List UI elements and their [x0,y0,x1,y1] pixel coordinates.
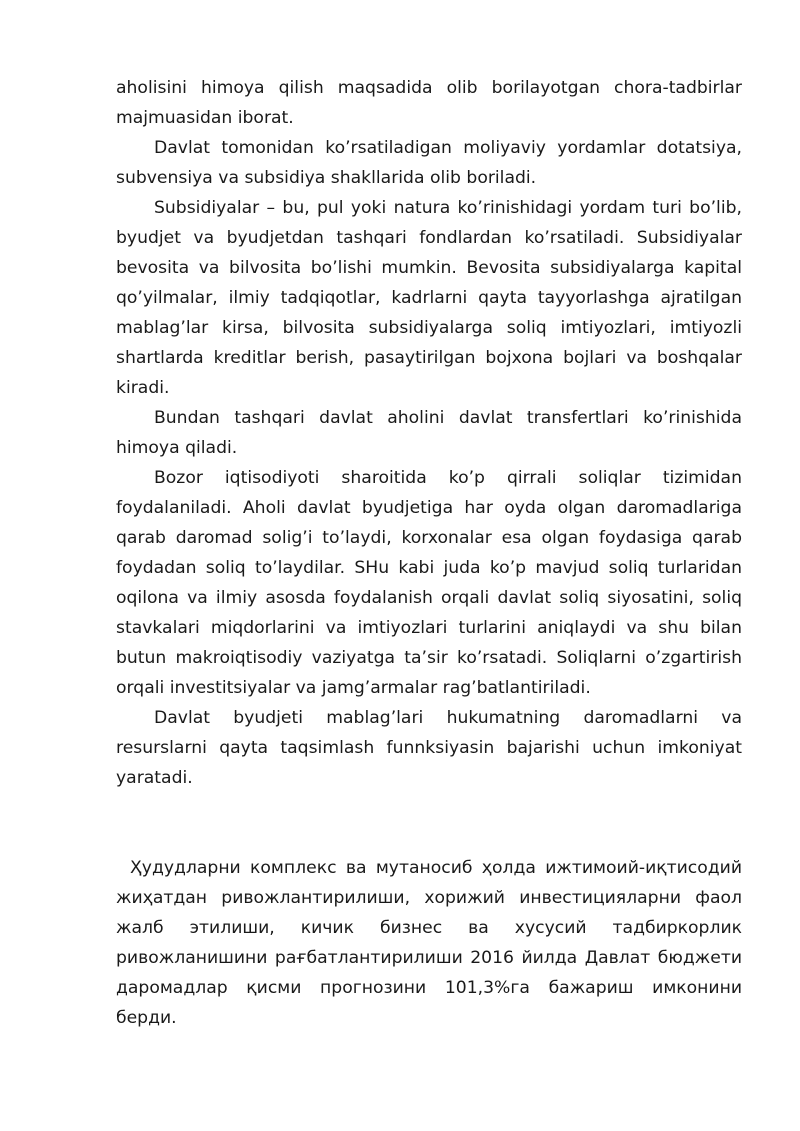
paragraph-financial-aid: Davlat tomonidan ko’rsatiladigan moliyaviy yordamlar dotatsiya, subvensiya va subsidiya shakllarida olib boriladi. [116,138,742,188]
paragraph-continuation: aholisini himoya qilish maqsadida olib borilayotgan chora-tadbirlar majmuasidan iborat. [116,78,742,128]
paragraph-transfers: Bundan tashqari davlat aholini davlat transfertlari ko’rinishida himoya qiladi. [116,408,742,458]
paragraph-spacer [116,793,742,853]
document-page [116,73,742,1033]
paragraph-subsidies: Subsidiyalar – bu, pul yoki natura ko’rinishidagi yordam turi bo’lib, byudjet va byudjetdan tashqari fondlardan ko’rsatiladi. Subsidiyalar bevosita va bilvosita bo’lishi mumkin. Bevosita subsidiyalarga kapital qo’yilmalar, ilmiy tadqiqotlar, kadrlarni qayta tayyorlashga ajratilgan mablag’lar kirsa, bilvosita subsidiyalarga soliq imtiyozlari, imtiyozli shartlarda kreditlar berish, pasaytirilgan bojxona bojlari va boshqalar kiradi. [116,198,742,398]
paragraph-regional-development: Ҳудудларни комплекс ва мутаносиб ҳолда ижтимоий-иқтисодий жиҳатдан ривожлантирилиши, хорижий инвестицияларни фаол жалб этилиши, кичик бизнес ва хусусий тадбиркорлик ривожланишини рағбатлантирилиши 2016 йилда Давлат бюджети даромадлар қисми прогнозини 101,3%га бажариш имконини берди. [116,858,742,1028]
paragraph-state-budget: Davlat byudjeti mablag’lari hukumatning daromadlarni va resurslarni qayta taqsimlash funnksiyasin bajarishi uchun imkoniyat yaratadi. [116,708,742,788]
paragraph-tax-system: Bozor iqtisodiyoti sharoitida ko’p qirrali soliqlar tizimidan foydalaniladi. Aholi davlat byudjetiga har oyda olgan daromadlariga qarab daromad solig’i to’laydi, korxonalar esa olgan foydasiga qarab foydadan soliq to’laydilar. SHu kabi juda ko’p mavjud soliq turlaridan oqilona va ilmiy asosda foydalanish orqali davlat soliq siyosatini, soliq stavkalari miqdorlarini va imtiyozlari turlarini aniqlaydi va shu bilan butun makroiqtisodiy vaziyatga ta’sir ko’rsatadi. Soliqlarni o’zgartirish orqali investitsiyalar va jamg’armalar rag’batlantiriladi. [116,468,742,698]
